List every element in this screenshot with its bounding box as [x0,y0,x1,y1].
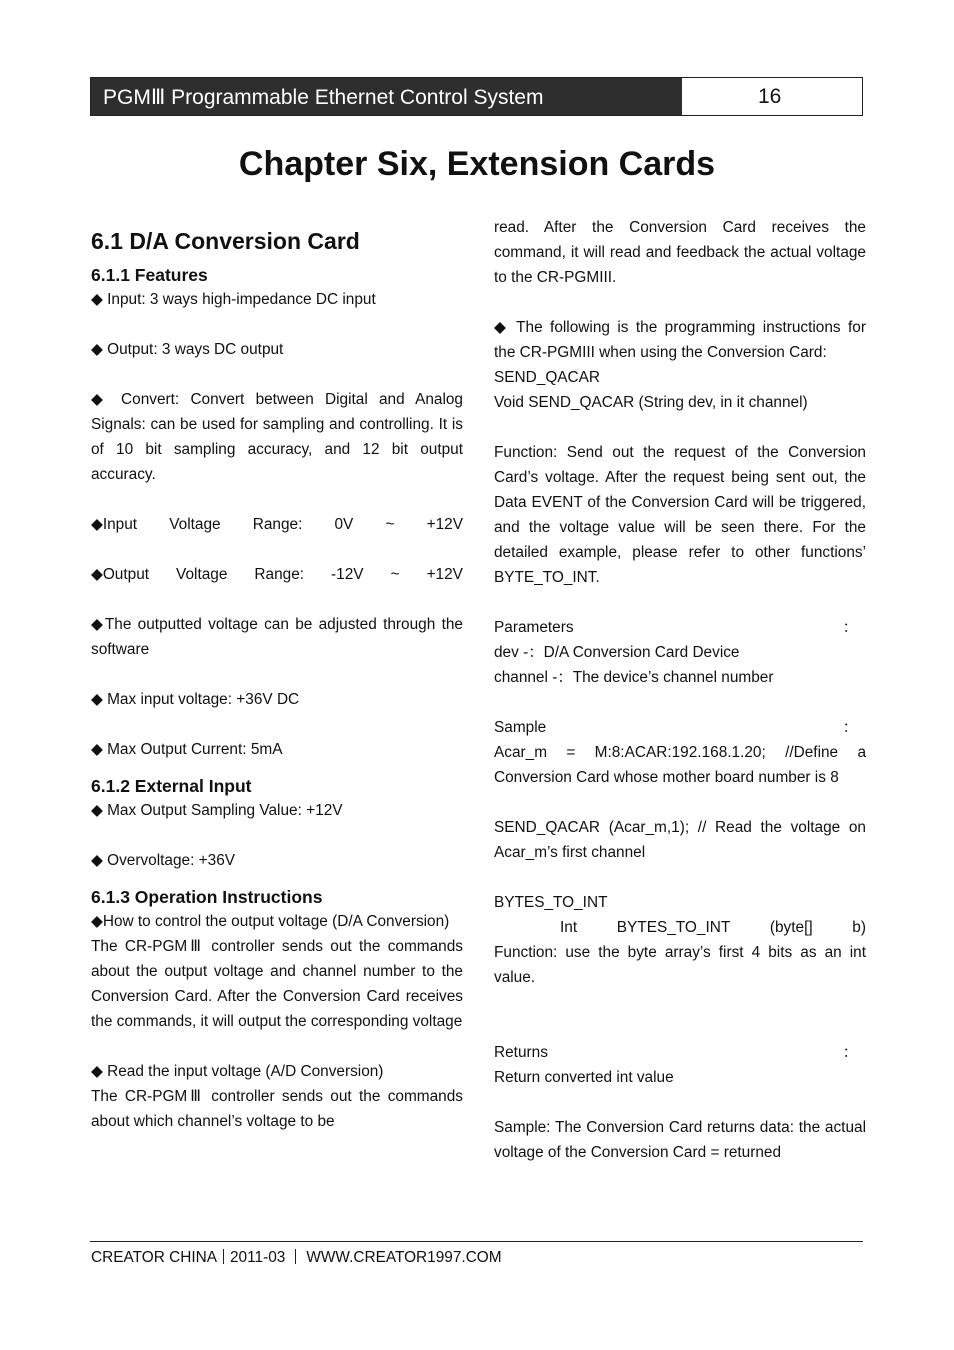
sample-returns: Sample: The Conversion Card returns data: the actual voltage of the Conversion Card = returned [494,1119,866,1161]
feature-output-range: ◆Output Voltage Range: -12V ~ +12V [91,566,463,583]
operation-output-title: ◆How to control the output voltage (D/A Conversion) [91,913,450,930]
footer-separator [295,1249,296,1264]
param-channel: channel -：The device’s channel number [494,669,774,686]
section-heading-6-1: 6.1 D/A Conversion Card [91,228,360,254]
chapter-title: Chapter Six, Extension Cards [238,145,716,183]
operation-input-title: ◆ Read the input voltage (A/D Conversion) [91,1063,384,1080]
page-header [90,77,863,116]
parameters-label: Parameters ： [494,619,858,636]
feature-output: ◆ Output: 3 ways DC output [91,341,284,358]
sample-send: SEND_QACAR (Acar_m,1); // Read the voltage on Acar_m’s first channel [494,819,866,861]
returns-text: Return converted int value [494,1069,674,1086]
left-column [91,215,463,1134]
bytes-to-int-description: Function: use the byte array’s first 4 bits as an int value. [494,944,866,986]
feature-input-range: ◆Input Voltage Range: 0V ~ +12V [91,516,463,533]
function-name: SEND_QACAR [494,369,601,386]
footer-divider [90,1241,863,1242]
right-column [494,215,866,1165]
feature-max-input: ◆ Max input voltage: +36V DC [91,691,300,708]
feature-adjustable: ◆The outputted voltage can be adjusted through the software [91,616,463,658]
bytes-to-int-signature: Int BYTES_TO_INT (byte[] b) [560,919,866,936]
sample-label: Sample ： [494,719,858,736]
external-max-sampling: ◆ Max Output Sampling Value: +12V [91,802,343,819]
footer-company: CREATOR CHINA [91,1249,217,1266]
function-description: Function: Send out the request of the Conversion Card’s voltage. After the request being sent out, the Data EVENT of the Conversion Card will be triggered, and the voltage value will be seen there. For the detailed example, please refer to other functions’ BYTE_TO_INT. [494,444,866,586]
param-dev: dev -：D/A Conversion Card Device [494,644,740,661]
function-signature: Void SEND_QACAR (String dev, in it channel) [494,394,808,411]
programming-intro: ◆ The following is the programming instructions for the CR-PGMIII when using the Conversion Card: [494,319,866,361]
operation-input-body: The CR-PGMⅢ controller sends out the commands about which channel’s voltage to be [91,1088,463,1130]
footer-url: WWW.CREATOR1997.COM [306,1249,502,1266]
sample-define: Acar_m = M:8:ACAR:192.168.1.20; //Define a Conversion Card whose mother board number is 8 [494,744,866,786]
subsection-heading-external-input: 6.1.2 External Input [91,776,252,796]
feature-input: ◆ Input: 3 ways high-impedance DC input [91,291,376,308]
page-number: 16 [682,78,862,115]
header-title: PGMⅢ Programmable Ethernet Control System [91,78,682,115]
page-footer [91,1249,502,1267]
feature-convert: ◆ Convert: Convert between Digital and Analog Signals: can be used for sampling and controlling. It is of 10 bit sampling accuracy, and 12 bit output accuracy. [91,391,463,483]
subsection-heading-operation: 6.1.3 Operation Instructions [91,887,323,907]
external-overvoltage: ◆ Overvoltage: +36V [91,852,236,869]
footer-date: 2011-03 [230,1249,286,1266]
read-feedback-text: read. After the Conversion Card receives the command, it will read and feedback the actual voltage to the CR-PGMIII. [494,219,866,286]
subsection-heading-features: 6.1.1 Features [91,265,208,285]
footer-separator [223,1249,224,1264]
bytes-to-int-name: BYTES_TO_INT [494,894,608,911]
feature-max-current: ◆ Max Output Current: 5mA [91,741,283,758]
operation-output-body: The CR-PGMⅢ controller sends out the commands about the output voltage and channel number to the Conversion Card. After the Conversion Card receives the commands, it will output the corresponding voltage [91,938,463,1030]
returns-label: Returns ： [494,1044,858,1061]
